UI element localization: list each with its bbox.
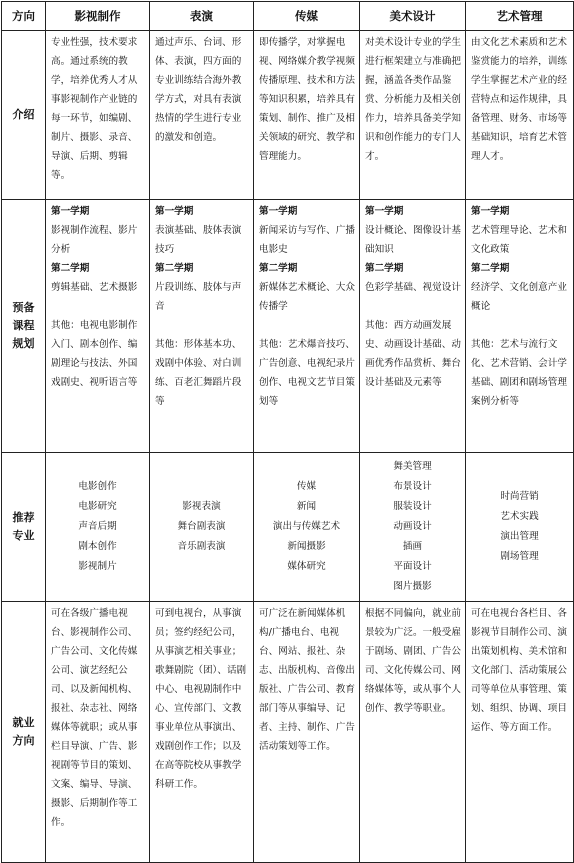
- header-media: 传媒: [254, 2, 360, 31]
- intro-cell: 通过声乐、台词、形体、表演，四方面的专业训练结合海外教学方式，对具有表演热情的学生进行专业的激发和创造。: [150, 31, 254, 200]
- term-courses: 新闻采访与写作、广播电影史: [259, 225, 355, 255]
- courses-cell: [46, 200, 150, 453]
- jobs-row: [2, 602, 574, 863]
- jobs-cell: 可广泛在新闻媒体机构/广播电台、电视台、网站、报社、杂志、出版机构、音像出版社、广告公司、教育部门等从事编导、记者、主持、制作、广告活动策划等工作。: [254, 602, 360, 863]
- term-heading: 第一学期: [365, 206, 404, 217]
- major-item: 电影创作: [78, 481, 117, 492]
- header-art-management: 艺术管理: [466, 2, 574, 31]
- intro-cell: 对美术设计专业的学生进行框架建立与准确把握，涵盖各类作品鉴赏、分析能力及相关创作力，培养具备美学知识和创作能力的专门人才。: [360, 31, 466, 200]
- other-courses: 其他：形体基本功、戏剧中体验、对白训练、百老汇舞蹈片段等: [155, 339, 242, 407]
- header-row: [2, 2, 574, 31]
- major-item: 影视制片: [78, 561, 117, 572]
- jobs-cell: 可到电视台，从事演员；签约经纪公司，从事演艺相关事业；歌舞剧院（团）、话剧中心、电视剧制作中心、宣传部门、文教事业单位从事演出、戏剧创作工作；以及在高等院校从事教学科研工作。: [150, 602, 254, 863]
- courses-row: [2, 200, 574, 453]
- header-film-production: 影视制作: [46, 2, 150, 31]
- major-item: 演出管理: [500, 531, 539, 542]
- majors-cell: [254, 453, 360, 602]
- major-item: 声音后期: [78, 521, 117, 532]
- term-courses: 艺术管理导论、艺术和文化政策: [471, 225, 567, 255]
- courses-label-line: 预备: [12, 301, 35, 314]
- term-heading: 第一学期: [259, 206, 298, 217]
- major-item: 剧本创作: [78, 541, 117, 552]
- jobs-label-line: 就业: [12, 716, 35, 729]
- term-heading: 第二学期: [155, 263, 194, 274]
- major-item: 平面设计: [393, 561, 432, 572]
- major-item: 舞台剧表演: [177, 521, 226, 532]
- header-performance: 表演: [150, 2, 254, 31]
- courses-cell: [466, 200, 574, 453]
- major-item: 媒体研究: [287, 561, 326, 572]
- term-heading: 第一学期: [471, 206, 510, 217]
- major-item: 插画: [402, 541, 423, 552]
- header-corner: 方向: [2, 2, 46, 31]
- majors-label-line: 推荐: [12, 511, 35, 524]
- other-courses: 其他：艺术爆音技巧、广告创意、电视纪录片创作、电视文艺节目策划等: [259, 339, 355, 407]
- term-courses: 片段训练、肢体与声音: [155, 282, 242, 312]
- major-item: 图片摄影: [393, 581, 432, 592]
- major-item: 新闻: [296, 501, 317, 512]
- majors-label-line: 专业: [12, 529, 35, 542]
- term-courses: 新媒体艺术概论、大众传播学: [259, 282, 355, 312]
- major-item: 音乐剧表演: [177, 541, 226, 552]
- jobs-label-line: 方向: [12, 734, 35, 747]
- term-heading: 第一学期: [51, 206, 90, 217]
- term-courses: 表演基础、肢体表演技巧: [155, 225, 242, 255]
- major-item: 服装设计: [393, 501, 432, 512]
- other-courses: 其他：艺术与流行文化、艺术营销、会计学基础、剧团和剧场管理案例分析等: [471, 339, 567, 407]
- term-courses: 影视制作流程、影片分析: [51, 225, 138, 255]
- term-courses: 剪辑基础、艺术摄影: [51, 282, 138, 293]
- courses-cell: [150, 200, 254, 453]
- term-courses: 经济学、文化创意产业概论: [471, 282, 567, 312]
- major-item: 艺术实践: [500, 511, 539, 522]
- intro-cell: 专业性强，技术要求高。通过系统的教学，培养优秀人才从事影视制作产业链的每一环节，如编剧、制片、摄影、录音、导演、后期、剪辑等。: [46, 31, 150, 200]
- major-item: 影视表演: [182, 501, 221, 512]
- courses-cell: [254, 200, 360, 453]
- majors-cell: [360, 453, 466, 602]
- major-item: 动画设计: [393, 521, 432, 532]
- term-heading: 第二学期: [259, 263, 298, 274]
- header-art-design: 美术设计: [360, 2, 466, 31]
- major-item: 舞美管理: [393, 461, 432, 472]
- term-courses: 色彩学基础、视觉设计: [365, 282, 461, 293]
- majors-label: [2, 453, 46, 602]
- term-heading: 第一学期: [155, 206, 194, 217]
- major-item: 时尚营销: [500, 491, 539, 502]
- courses-label: [2, 200, 46, 453]
- intro-label: 介绍: [2, 31, 46, 200]
- majors-cell: [46, 453, 150, 602]
- term-heading: 第二学期: [365, 263, 404, 274]
- intro-row: [2, 31, 574, 200]
- other-courses: 其他：西方动画发展史、动画设计基础、动画优秀作品赏析、舞台设计基础及元素等: [365, 320, 461, 388]
- jobs-cell: 可在电视台各栏目、各影视节目制作公司、演出策划机构、美术馆和文化部门、活动策展公司等单位从事管理、策划、组织、协调、项目运作、等方面工作。: [466, 602, 574, 863]
- major-item: 演出与传媒艺术: [272, 521, 341, 532]
- jobs-label: [2, 602, 46, 863]
- courses-label-line: 规划: [12, 337, 35, 350]
- intro-cell: 由文化艺术素质和艺术鉴赏能力的培养，训练学生掌握艺术产业的经营特点和运作规律，具备管理、财务、市场等基础知识，培育艺术管理人才。: [466, 31, 574, 200]
- major-item: 传媒: [296, 481, 317, 492]
- other-courses: 其他：电视电影制作入门、剧本创作、编剧理论与技法、外国戏剧史、视听语言等: [51, 320, 138, 388]
- term-heading: 第二学期: [471, 263, 510, 274]
- major-item: 新闻摄影: [287, 541, 326, 552]
- courses-cell: [360, 200, 466, 453]
- major-item: 电影研究: [78, 501, 117, 512]
- jobs-cell: 可在各级广播电视台、影视制作公司、广告公司、文化传媒公司、演艺经纪公司、以及新闻机构、报社、杂志社、网络媒体等就职；或从事栏目导演、广告、影视剧等节目的策划、文案、编导、导演、摄影、后期制作等工作。: [46, 602, 150, 863]
- term-heading: 第二学期: [51, 263, 90, 274]
- courses-label-line: 课程: [12, 319, 35, 332]
- major-item: 布景设计: [393, 481, 432, 492]
- jobs-cell: 根据不同偏向，就业前景较为广泛。一般受雇于剧场、剧团、广告公司、文化传媒公司、网络媒体等，或从事个人创作、教学等职业。: [360, 602, 466, 863]
- intro-cell: 即传播学，对掌握电视、网络媒介教学视频传播原理、技术和方法等知识积累，培养具有策划、制作、推广及相关领域的研究、教学和管理能力。: [254, 31, 360, 200]
- majors-cell: [466, 453, 574, 602]
- term-courses: 设计概论、图像设计基础知识: [365, 225, 461, 255]
- majors-row: [2, 453, 574, 602]
- majors-cell: [150, 453, 254, 602]
- major-item: 剧场管理: [500, 551, 539, 562]
- program-comparison-table: [1, 1, 574, 863]
